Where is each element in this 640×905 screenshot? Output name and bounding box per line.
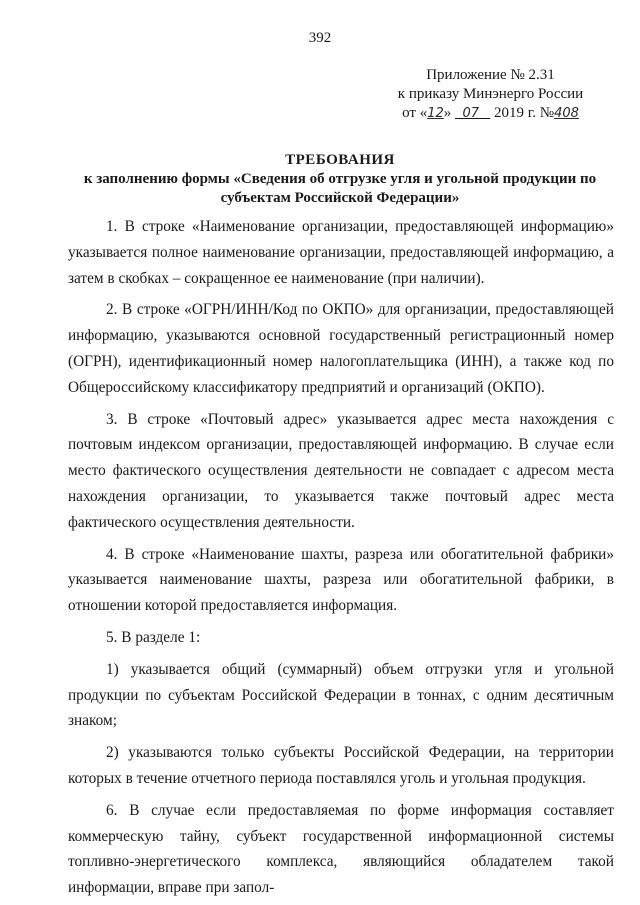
handwritten-order-number: 408: [554, 106, 579, 121]
annex-title: Приложение № 2.31: [426, 67, 555, 83]
page-number: 392: [308, 30, 332, 46]
date-mid: »: [443, 105, 455, 121]
annex-header: [388, 66, 593, 123]
paragraph-4: 4. В строке «Наименование шахты, разреза или обогатительной фабрики» указывается наименование шахты, разреза или обогатительной фабрики, в отношении которой предоставляется информация.: [68, 545, 614, 615]
document-body: [68, 214, 614, 901]
paragraph-5-item-2: 2) указываются только субъекты Российской Федерации, на территории которых в течение отчетного периода поставлялся уголь и угольная продукция.: [68, 744, 614, 787]
paragraph-6: 6. В случае если предоставляемая по форме информация составляет коммерческую тайну, субъект государственной информационной системы топливно-энергетического комплекса, являющийся обладателем такой информации, вправе при запол-: [68, 801, 614, 897]
document-title: [60, 151, 620, 208]
date-prefix: от «: [402, 105, 428, 121]
month-underline: [455, 105, 490, 121]
title-subline-2: субъектам Российской Федерации»: [220, 190, 460, 206]
paragraph-5-item-1: 1) указывается общий (суммарный) объем отгрузки угля и угольной продукции по субъектам Российской Федерации в тоннах, с одним десятичным знаком;: [68, 660, 614, 730]
paragraph-5: 5. В разделе 1:: [106, 628, 201, 646]
handwritten-month: 07: [462, 106, 480, 121]
title-subline-1: к заполнению формы «Сведения об отгрузке угля и угольной продукции по: [83, 171, 597, 187]
annex-date-line: [388, 104, 593, 123]
paragraph-2: 2. В строке «ОГРН/ИНН/Код по ОКПО» для организации, предоставляющей информацию, указываются основной государственный регистрационный номер (ОГРН), идентификационный номер налогоплательщика (ИНН), а также код по Общероссийскому классификатору предприятий и организаций (ОКПО).: [68, 301, 614, 396]
paragraph-1: 1. В строке «Наименование организации, предоставляющей информацию» указывается полное наименование организации, предоставляющей информацию, а затем в скобках – сокращенное ее наименование (при наличии).: [68, 218, 614, 287]
paragraph-3: 3. В строке «Почтовый адрес» указывается адрес места нахождения с почтовым индексом организации, предоставляющей информацию. В случае если место фактического осуществления деятельности не совпадает с адресом места нахождения организации, то указывается также почтовый адрес места фактического осуществления деятельности.: [68, 410, 614, 531]
handwritten-day: 12: [427, 106, 444, 121]
year-text: 2019 г. №: [490, 105, 555, 121]
annex-order-reference: к приказу Минэнерго России: [397, 86, 584, 102]
title-heading: ТРЕБОВАНИЯ: [285, 152, 395, 168]
